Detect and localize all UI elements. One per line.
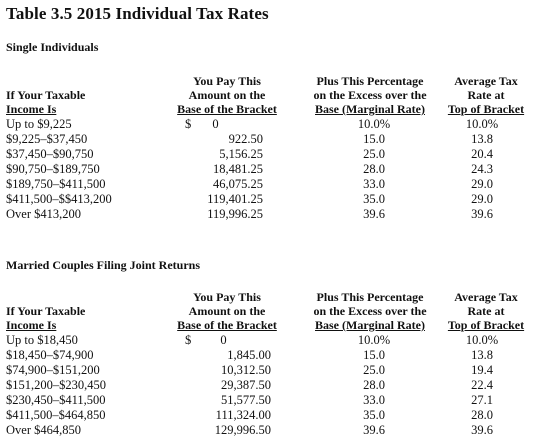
base-amount-cell: 5,156.25 bbox=[219, 147, 263, 161]
marginal-rate-cell: 33.0 bbox=[363, 393, 385, 407]
table-row bbox=[0, 117, 538, 132]
base-amount-cell: 129,996.50 bbox=[214, 423, 271, 437]
table-row bbox=[0, 162, 538, 177]
header-income: If Your Taxable Income Is bbox=[6, 304, 86, 332]
marginal-rate-cell: 25.0 bbox=[363, 147, 385, 161]
header-base: You Pay This Amount on the Base of the Bracket bbox=[177, 74, 277, 116]
header-percentage: Plus This Percentage on the Excess over the Base (Marginal Rate) bbox=[313, 74, 427, 116]
average-rate-cell: 27.1 bbox=[471, 393, 493, 407]
marginal-rate-cell: 35.0 bbox=[363, 192, 385, 206]
average-rate-cell: 39.6 bbox=[471, 423, 493, 437]
income-cell: $411,500–$464,850 bbox=[6, 408, 106, 422]
page-title: Table 3.5 2015 Individual Tax Rates bbox=[6, 4, 269, 23]
marginal-rate-cell: 39.6 bbox=[363, 423, 385, 437]
table-row bbox=[0, 147, 538, 162]
base-amount-cell: 10,312.50 bbox=[221, 363, 271, 377]
table-row bbox=[0, 423, 538, 438]
dollar-sign-cell: $ bbox=[185, 117, 192, 131]
income-cell: $9,225–$37,450 bbox=[6, 132, 88, 146]
marginal-rate-cell: 25.0 bbox=[363, 363, 385, 377]
section-title-single: Single Individuals bbox=[6, 40, 99, 54]
average-rate-cell: 22.4 bbox=[471, 378, 493, 392]
table-row bbox=[0, 192, 538, 207]
header-average: Average Tax Rate at Top of Bracket bbox=[447, 74, 525, 116]
average-rate-cell: 29.0 bbox=[471, 192, 493, 206]
marginal-rate-cell: 10.0% bbox=[357, 333, 391, 347]
base-amount-cell: 51,577.50 bbox=[221, 393, 271, 407]
average-rate-cell: 19.4 bbox=[471, 363, 493, 377]
header-average: Average Tax Rate at Top of Bracket bbox=[447, 290, 525, 332]
income-cell: $37,450–$90,750 bbox=[6, 147, 94, 161]
dollar-sign-cell: $ bbox=[185, 333, 192, 347]
income-cell: Up to $9,225 bbox=[6, 117, 72, 131]
average-rate-cell: 13.8 bbox=[471, 132, 493, 146]
average-rate-cell: 28.0 bbox=[471, 408, 493, 422]
header-percentage: Plus This Percentage on the Excess over the Base (Marginal Rate) bbox=[313, 290, 427, 332]
income-cell: $189,750–$411,500 bbox=[6, 177, 106, 191]
average-rate-cell: 10.0% bbox=[465, 333, 499, 347]
marginal-rate-cell: 28.0 bbox=[363, 378, 385, 392]
table-row bbox=[0, 348, 538, 363]
marginal-rate-cell: 35.0 bbox=[363, 408, 385, 422]
base-amount-cell: 1,845.00 bbox=[227, 348, 271, 362]
marginal-rate-cell: 33.0 bbox=[363, 177, 385, 191]
marginal-rate-cell: 15.0 bbox=[363, 348, 385, 362]
income-cell: $18,450–$74,900 bbox=[6, 348, 94, 362]
average-rate-cell: 39.6 bbox=[471, 207, 493, 221]
income-cell: Up to $18,450 bbox=[6, 333, 78, 347]
marginal-rate-cell: 10.0% bbox=[357, 117, 391, 131]
header-base: You Pay This Amount on the Base of the Bracket bbox=[177, 290, 277, 332]
average-rate-cell: 29.0 bbox=[471, 177, 493, 191]
base-amount-cell: 119,401.25 bbox=[207, 192, 263, 206]
marginal-rate-cell: 39.6 bbox=[363, 207, 385, 221]
table-row bbox=[0, 378, 538, 393]
income-cell: $90,750–$189,750 bbox=[6, 162, 100, 176]
average-rate-cell: 13.8 bbox=[471, 348, 493, 362]
base-amount-cell: 0 bbox=[212, 117, 219, 131]
table-row bbox=[0, 333, 538, 348]
table-row bbox=[0, 207, 538, 222]
section-title-married: Married Couples Filing Joint Returns bbox=[6, 258, 200, 272]
table-row bbox=[0, 177, 538, 192]
table-row bbox=[0, 363, 538, 378]
table-row bbox=[0, 393, 538, 408]
income-cell: $74,900–$151,200 bbox=[6, 363, 100, 377]
header-income: If Your Taxable Income Is bbox=[6, 88, 86, 116]
income-cell: Over $413,200 bbox=[6, 207, 81, 221]
income-cell: $411,500–$$413,200 bbox=[6, 192, 112, 206]
base-amount-cell: 18,481.25 bbox=[213, 162, 263, 176]
income-cell: $230,450–$411,500 bbox=[6, 393, 106, 407]
marginal-rate-cell: 28.0 bbox=[363, 162, 385, 176]
base-amount-cell: 0 bbox=[220, 333, 227, 347]
income-cell: $151,200–$230,450 bbox=[6, 378, 106, 392]
income-cell: Over $464,850 bbox=[6, 423, 81, 437]
average-rate-cell: 10.0% bbox=[465, 117, 499, 131]
average-rate-cell: 24.3 bbox=[471, 162, 493, 176]
table-row bbox=[0, 408, 538, 423]
base-amount-cell: 119,996.25 bbox=[207, 207, 263, 221]
table-row bbox=[0, 132, 538, 147]
base-amount-cell: 29,387.50 bbox=[221, 378, 271, 392]
base-amount-cell: 922.50 bbox=[228, 132, 263, 146]
base-amount-cell: 111,324.00 bbox=[215, 408, 271, 422]
average-rate-cell: 20.4 bbox=[471, 147, 493, 161]
base-amount-cell: 46,075.25 bbox=[213, 177, 263, 191]
marginal-rate-cell: 15.0 bbox=[363, 132, 385, 146]
